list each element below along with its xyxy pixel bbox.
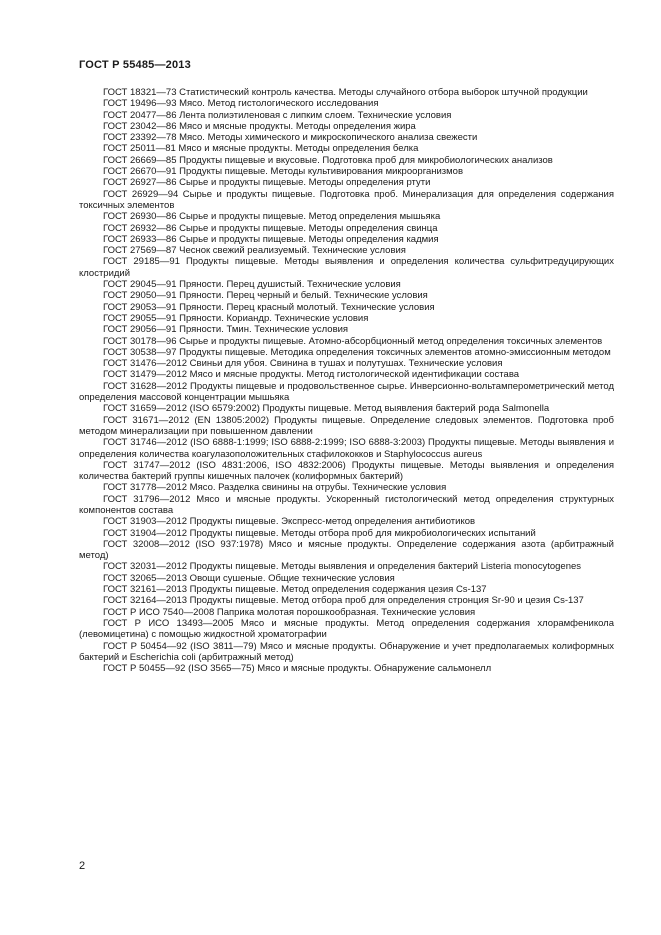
- reference-item: ГОСТ 31659—2012 (ISO 6579:2002) Продукты пищевые. Метод выявления бактерий рода Salmonella: [103, 403, 550, 415]
- reference-item: ГОСТ 31628—2012 Продукты пищевые и продовольственное сырье. Инверсионно-вольтамперометрический метод определения массовой концентрации мышьяка: [79, 380, 614, 404]
- reference-item: ГОСТ 20477—86 Лента полиэтиленовая с липким слоем. Технические условия: [103, 109, 452, 121]
- reference-item: ГОСТ 29185—91 Продукты пищевые. Методы выявления и определения количества сульфитредуцирующих клостридий: [79, 256, 614, 279]
- reference-item: ГОСТ 29050—91 Пряности. Перец черный и белый. Технические условия: [103, 290, 428, 302]
- page-number: 2: [79, 860, 86, 872]
- reference-item: ГОСТ 26669—85 Продукты пищевые и вкусовые. Подготовка проб для микробиологических анализов: [103, 154, 553, 166]
- reference-item: ГОСТ 32008—2012 (ISO 937:1978) Мясо и мясные продукты. Определение содержания азота (арбитражный метод): [79, 538, 614, 562]
- reference-item: ГОСТ Р 50454—92 (ISO 3811—79) Мясо и мясные продукты. Обнаружение и учет предполагаемых колиформных бактерий и Escherichia coli (арбитражный метод): [79, 640, 614, 663]
- reference-item: ГОСТ 29055—91 Пряности. Кориандр. Технические условия: [103, 312, 369, 324]
- reference-item: ГОСТ 19496—93 Мясо. Метод гистологического исследования: [103, 98, 379, 110]
- reference-item: ГОСТ 26670—91 Продукты пищевые. Методы культивирования микроорганизмов: [103, 166, 464, 178]
- reference-item: ГОСТ 31476—2012 Свиньи для убоя. Свинина в тушах и полутушах. Технические условия: [103, 358, 503, 370]
- reference-item: ГОСТ 27569—87 Чеснок свежий реализуемый. Технические условия: [103, 245, 406, 257]
- reference-item: ГОСТ 23042—86 Мясо и мясные продукты. Методы определения жира: [103, 120, 416, 132]
- reference-item: ГОСТ 29053—91 Пряности. Перец красный молотый. Технические условия: [103, 301, 435, 313]
- reference-item: ГОСТ 32164—2013 Продукты пищевые. Метод отбора проб для определения стронция Sr-90 и цезия Cs-137: [103, 595, 584, 607]
- reference-item: ГОСТ 32065—2013 Овощи сушеные. Общие технические условия: [103, 572, 395, 584]
- reference-item: ГОСТ 26932—86 Сырье и продукты пищевые. Методы определения свинца: [103, 222, 438, 234]
- reference-item: ГОСТ 32031—2012 Продукты пищевые. Методы выявления и определения бактерий Listeria monocytogenes: [103, 561, 582, 573]
- reference-item: ГОСТ 29056—91 Пряности. Тмин. Технические условия: [103, 324, 349, 336]
- reference-item: ГОСТ 31746—2012 (ISO 6888-1:1999; ISO 6888-2:1999; ISO 6888-3:2003) Продукты пищевые. Методы выявления и определения количества коагулазоположительных стафилококков и Staphylococcus aureus: [79, 437, 614, 460]
- reference-item: ГОСТ 29045—91 Пряности. Перец душистый. Технические условия: [103, 279, 401, 291]
- reference-item: ГОСТ 26929—94 Сырье и продукты пищевые. Подготовка проб. Минерализация для определения содержания токсичных элементов: [79, 188, 614, 211]
- reference-item: ГОСТ 31903—2012 Продукты пищевые. Экспресс-метод определения антибиотиков: [103, 516, 476, 528]
- reference-item: ГОСТ Р 50455—92 (ISO 3565—75) Мясо и мясные продукты. Обнаружение сальмонелл: [103, 663, 492, 675]
- reference-item: ГОСТ 30538—97 Продукты пищевые. Методика определения токсичных элементов атомно-эмиссионным методом: [103, 346, 611, 358]
- reference-item: ГОСТ 32161—2013 Продукты пищевые. Метод определения содержания цезия Cs-137: [103, 584, 487, 596]
- reference-item: ГОСТ 26927—86 Сырье и продукты пищевые. Методы определения ртути: [103, 177, 431, 189]
- reference-item: ГОСТ 30178—96 Сырье и продукты пищевые. Атомно-абсорбционный метод определения токсичных элементов: [103, 335, 603, 347]
- reference-item: ГОСТ 31479—2012 Мясо и мясные продукты. Метод гистологической идентификации состава: [103, 369, 520, 381]
- reference-item: ГОСТ 23392—78 Мясо. Методы химического и микроскопического анализа свежести: [103, 132, 478, 144]
- reference-item: ГОСТ 18321—73 Статистический контроль качества. Методы случайного отбора выборок штучной продукции: [103, 87, 588, 98]
- reference-item: ГОСТ 31796—2012 Мясо и мясные продукты. Ускоренный гистологический метод определения структурных компонентов состава: [79, 493, 614, 516]
- reference-item: ГОСТ 31778—2012 Мясо. Разделка свинины на отрубы. Технические условия: [103, 482, 447, 494]
- document-header: ГОСТ Р 55485—2013: [79, 59, 191, 71]
- reference-item: ГОСТ Р ИСО 13493—2005 Мясо и мясные продукты. Метод определения содержания хлорамфеникола (левомицетина) с помощью жидкостной хроматографии: [79, 617, 614, 641]
- reference-item: ГОСТ 31904—2012 Продукты пищевые. Методы отбора проб для микробиологических испытаний: [103, 527, 536, 539]
- reference-item: ГОСТ 26930—86 Сырье и продукты пищевые. Метод определения мышьяка: [103, 211, 441, 223]
- reference-item: ГОСТ Р ИСО 7540—2008 Паприка молотая порошкообразная. Технические условия: [103, 606, 476, 618]
- reference-item: ГОСТ 25011—81 Мясо и мясные продукты. Методы определения белка: [103, 143, 419, 155]
- reference-item: ГОСТ 31747—2012 (ISO 4831:2006, ISO 4832:2006) Продукты пищевые. Методы выявления и определения количества бактерий группы кишечных палочек (колиформных бактерий): [79, 459, 614, 483]
- reference-item: ГОСТ 26933—86 Сырье и продукты пищевые. Методы определения кадмия: [103, 233, 439, 245]
- normative-references-list: [79, 87, 614, 674]
- reference-item: ГОСТ 31671—2012 (EN 13805:2002) Продукты пищевые. Определение следовых элементов. Подготовка проб методом минерализации при повышенном давлении: [79, 414, 614, 437]
